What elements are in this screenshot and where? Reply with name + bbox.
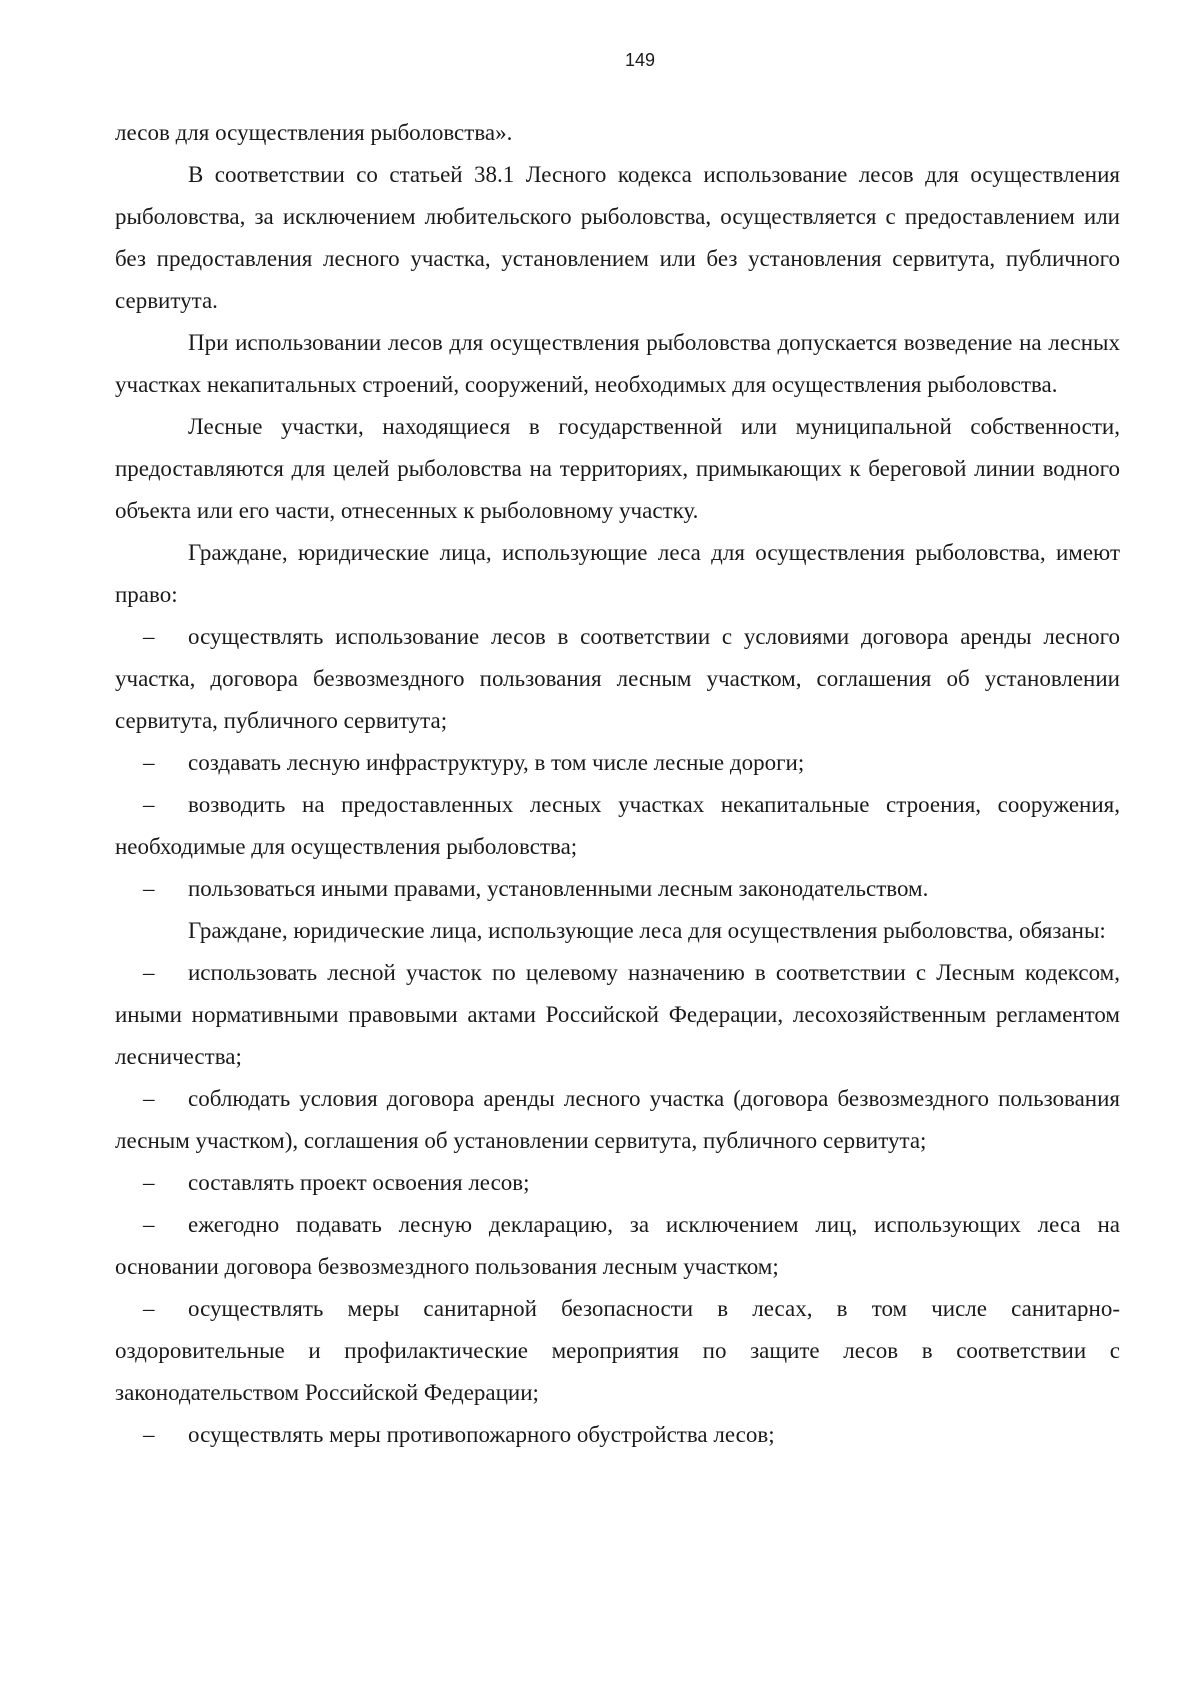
paragraph: Граждане, юридические лица, использующие леса для осуществления рыболовства, имеют право: — [115, 540, 1120, 607]
paragraph: лесов для осуществления рыболовства». — [115, 120, 513, 145]
list-item — [115, 952, 1120, 1078]
dash-marker: – — [143, 1170, 155, 1195]
list-item — [115, 1204, 1120, 1288]
paragraph: В соответствии со статьей 38.1 Лесного кодекса использование лесов для осуществления рыболовства, за исключением любительского рыболовства, осуществляется с предоставлением или без предоставления лесного участка, установлением или без установления сервитута, публичного сервитута. — [115, 162, 1120, 313]
paragraph: Лесные участки, находящиеся в государственной или муниципальной собственности, предоставляются для целей рыболовства на территориях, примыкающих к береговой линии водного объекта или его части, отнесенных к рыболовному участку. — [115, 414, 1120, 523]
dash-marker: – — [143, 792, 155, 817]
list-item — [115, 742, 1120, 784]
document-body — [115, 112, 1120, 1456]
list-item-text: соблюдать условия договора аренды лесного участка (договора безвозмездного пользования лесным участком), соглашения об установлении сервитута, публичного сервитута; — [115, 1086, 1120, 1153]
list-item — [115, 784, 1120, 868]
list-item-text: осуществлять использование лесов в соответствии с условиями договора аренды лесного участка, договора безвозмездного пользования лесным участком, соглашения об установлении сервитута, публичного сервитута; — [115, 624, 1120, 733]
list-item-text: пользоваться иными правами, установленными лесным законодательством. — [188, 876, 929, 901]
list-item — [115, 1078, 1120, 1162]
list-item-text: создавать лесную инфраструктуру, в том числе лесные дороги; — [188, 750, 805, 775]
list-item — [115, 1288, 1120, 1414]
dash-marker: – — [143, 1212, 155, 1237]
list-item-text: осуществлять меры противопожарного обустройства лесов; — [188, 1422, 775, 1447]
list-item-text: осуществлять меры санитарной безопасности в лесах, в том числе санитарно-оздоровительные и профилактические мероприятия по защите лесов в соответствии с законодательством Российской Федерации; — [115, 1296, 1120, 1405]
list-item — [115, 616, 1120, 742]
paragraph: При использовании лесов для осуществления рыболовства допускается возведение на лесных участках некапитальных строений, сооружений, необходимых для осуществления рыболовства. — [115, 330, 1120, 397]
list-item — [115, 1162, 1120, 1204]
list-item-text: использовать лесной участок по целевому назначению в соответствии с Лесным кодексом, иными нормативными правовыми актами Российской Федерации, лесохозяйственным регламентом лесничества; — [115, 960, 1120, 1069]
dash-marker: – — [143, 1086, 155, 1111]
list-item-text: составлять проект освоения лесов; — [188, 1170, 530, 1195]
dash-marker: – — [143, 750, 155, 775]
dash-marker: – — [143, 1422, 155, 1447]
page-number: 149 — [624, 50, 656, 70]
list-item-text: возводить на предоставленных лесных участках некапитальные строения, сооружения, необходимые для осуществления рыболовства; — [115, 792, 1120, 859]
list-item-text: ежегодно подавать лесную декларацию, за исключением лиц, использующих леса на основании договора безвозмездного пользования лесным участком; — [115, 1212, 1120, 1279]
dash-marker: – — [143, 960, 155, 985]
dash-marker: – — [143, 624, 155, 649]
list-item — [115, 1414, 1120, 1456]
list-item — [115, 868, 1120, 910]
paragraph: Граждане, юридические лица, использующие леса для осуществления рыболовства, обязаны: — [188, 918, 1106, 943]
dash-marker: – — [143, 876, 155, 901]
dash-marker: – — [143, 1296, 155, 1321]
